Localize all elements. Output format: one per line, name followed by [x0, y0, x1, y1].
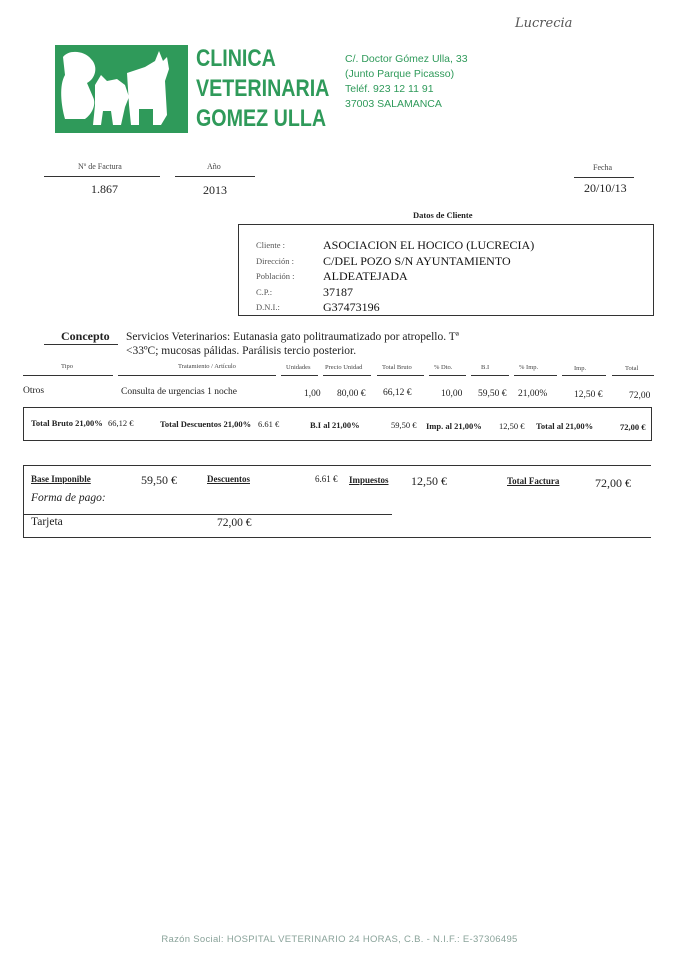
client-label: D.N.I.: — [256, 302, 280, 312]
th-tipo: Tipo — [61, 363, 74, 370]
clinic-name-line: CLINICA — [196, 45, 276, 72]
client-label: Población : — [256, 271, 295, 281]
invoice-date: 20/10/13 — [584, 181, 627, 195]
cell-imp-pct: 21,00% — [518, 389, 548, 399]
invoice-number-label: Nº de Factura — [78, 162, 122, 171]
cell-dto: 10,00 — [441, 389, 463, 399]
base-imponible-value: 59,50 € — [141, 473, 177, 487]
cell-total-bruto: 66,12 € — [383, 388, 412, 398]
client-postcode: 37187 — [323, 284, 353, 299]
impuestos-value: 12,50 € — [411, 474, 447, 488]
address-line: C/. Doctor Gómez Ulla, 33 — [345, 53, 468, 65]
invoice-number: 1.867 — [91, 182, 118, 196]
th-precio: Precio Unidad — [325, 364, 363, 371]
date-label: Fecha — [593, 163, 613, 172]
address-line: 37003 SALAMANCA — [345, 98, 442, 110]
clinic-name-line: VETERINARIA — [196, 75, 330, 102]
address-line: Teléf. 923 12 11 91 — [345, 83, 434, 95]
legal-footer: Razón Social: HOSPITAL VETERINARIO 24 HORAS, C.B. - N.I.F.: E-37306495 — [161, 934, 518, 945]
th-total: Total — [625, 365, 639, 372]
concepto-text — [126, 330, 506, 358]
client-labels — [256, 238, 294, 316]
th-tratamiento: Tratamiento / Artículo — [178, 363, 236, 370]
client-address: C/DEL POZO S/N AYUNTAMIENTO — [323, 253, 511, 268]
total-bruto-value: 66,12 € — [108, 418, 134, 428]
forma-de-pago-label: Forma de pago: — [31, 492, 106, 504]
client-name: ASOCIACION EL HOCICO (LUCRECIA) — [323, 238, 535, 252]
total-descuentos-label: Total Descuentos 21,00% — [160, 419, 252, 429]
th-unidades: Unidades — [286, 364, 311, 371]
invoice-year: 2013 — [203, 183, 227, 197]
imp-value: 12,50 € — [499, 421, 525, 431]
descuentos-label: Descuentos — [207, 474, 250, 484]
bi-value: 59,50 € — [391, 420, 417, 430]
payment-amount: 72,00 € — [217, 517, 252, 529]
total-factura-value: 72,00 € — [595, 476, 631, 490]
bi-label: B.I al 21,00% — [310, 420, 360, 430]
cell-bi: 59,50 € — [478, 389, 507, 399]
client-label: Dirección : — [256, 255, 294, 266]
payment-method: Tarjeta — [31, 516, 63, 528]
client-section-title: Datos de Cliente — [413, 210, 473, 220]
total-descuentos-value: 6.61 € — [258, 419, 280, 429]
th-imp-pct: % Imp. — [519, 364, 539, 371]
cell-tipo: Otros — [23, 386, 45, 396]
handwritten-note: Lucrecia — [515, 16, 573, 31]
client-label: C.P.: — [256, 286, 273, 297]
th-imp: Imp. — [574, 365, 587, 372]
concepto-line: Servicios Veterinarios: Eutanasia gato politraumatizado por atropello. Tª — [126, 331, 459, 343]
year-label: Año — [207, 162, 221, 171]
clinic-name-line: GOMEZ ULLA — [196, 105, 327, 132]
concepto-line: <33ºC; mucosas pálidas. Parálisis tercio posterior. — [126, 345, 357, 357]
total-factura-label: Total Factura — [507, 476, 560, 486]
clinic-name — [196, 44, 329, 134]
total-value: 72,00 € — [620, 422, 646, 432]
client-values — [323, 238, 534, 316]
concepto-label: Concepto — [61, 329, 110, 343]
animals-silhouette-icon — [55, 45, 188, 133]
imp-label: Imp. al 21,00% — [426, 421, 482, 431]
th-bi: B.I — [481, 364, 490, 371]
clinic-logo — [55, 45, 188, 133]
total-label: Total al 21,00% — [536, 421, 594, 431]
cell-precio: 80,00 € — [337, 389, 366, 399]
clinic-address — [345, 52, 468, 112]
total-bruto-label: Total Bruto 21,00% — [31, 418, 103, 428]
th-dto: % Dto. — [434, 364, 453, 371]
client-label: Cliente : — [256, 240, 286, 250]
cell-unidades: 1,00 — [304, 389, 321, 399]
th-total-bruto: Total Bruto — [382, 364, 412, 371]
cell-imp: 12,50 € — [574, 390, 603, 400]
client-town: ALDEATEJADA — [323, 269, 408, 283]
client-dni: G37473196 — [323, 300, 380, 314]
address-line: (Junto Parque Picasso) — [345, 68, 455, 80]
descuentos-value: 6.61 € — [315, 474, 338, 484]
base-imponible-label: Base Imponible — [31, 474, 91, 484]
cell-tratamiento: Consulta de urgencias 1 noche — [121, 387, 237, 397]
cell-total: 72,00 — [629, 391, 651, 401]
impuestos-label: Impuestos — [349, 475, 389, 485]
